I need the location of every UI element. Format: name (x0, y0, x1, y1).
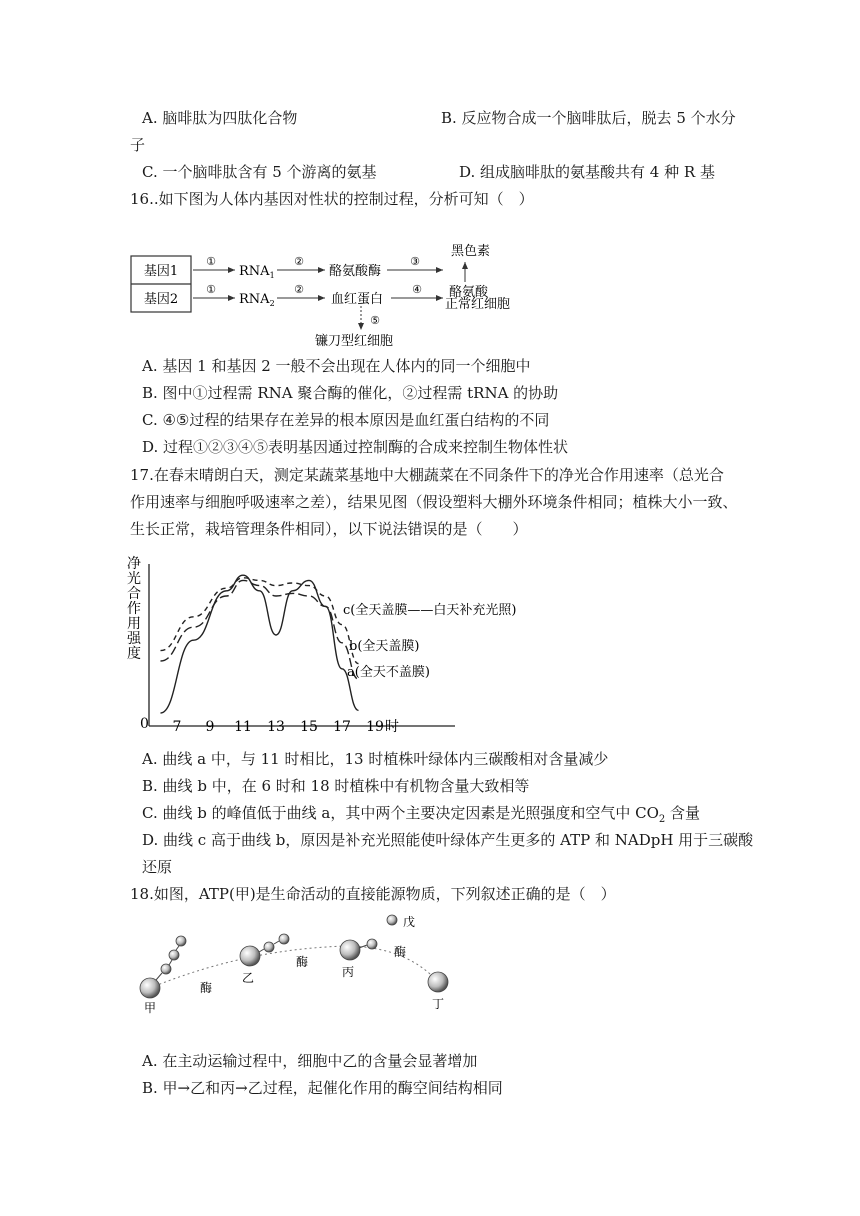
label-bing: 丙 (342, 965, 355, 979)
tyrosinase-label: 酪氨酸酶 (329, 264, 382, 279)
molecule-jia (140, 978, 160, 998)
series-label-a: a(全天不盖膜) (347, 665, 430, 680)
hemoglobin-label: 血红蛋白 (331, 292, 384, 307)
molecule-ding (428, 972, 448, 992)
step-2b-label: ② (294, 283, 304, 296)
enzyme-label-1: 酶 (200, 981, 213, 995)
chart-origin-label: 0 (140, 716, 149, 732)
chart-x-tick-15: 15 (300, 719, 318, 735)
chart-x-tick-19: 19 (366, 719, 384, 735)
q15-option-b-cont: 子 (130, 136, 146, 154)
chart-x-axis-label: 时 (385, 719, 399, 735)
q15-option-b: B. 反应物合成一个脑啡肽后，脱去 5 个水分 (441, 109, 736, 127)
label-jia: 甲 (144, 1001, 157, 1015)
label-ding: 丁 (432, 997, 445, 1011)
molecule-wu (387, 915, 397, 925)
step-4-label: ④ (412, 283, 422, 296)
q18-option-a: A. 在主动运输过程中，细胞中乙的含量会显著增加 (142, 1052, 478, 1070)
chart-x-tick-17: 17 (333, 719, 351, 735)
q15-option-d: D. 组成脑啡肽的氨基酸共有 4 种 R 基 (459, 163, 715, 181)
q16-option-c: C. ④⑤过程的结果存在差异的根本原因是血红蛋白结构的不同 (142, 411, 550, 429)
q17-option-c: C. 曲线 b 的峰值低于曲线 a，其中两个主要决定因素是光照强度和空气中 $CO_2$ 含量 (142, 804, 701, 825)
q18-option-b: B. 甲→乙和丙→乙过程，起催化作用的酶空间结构相同 (142, 1079, 503, 1097)
rna1-label: $RNA_1$ (239, 264, 275, 280)
q15-option-c: C. 一个脑啡肽含有 5 个游离的氨基 (142, 163, 377, 181)
series-line-a (161, 575, 359, 713)
step-1-label: ① (206, 255, 216, 268)
gene2-label: 基因2 (143, 292, 179, 307)
q17-stem-line2: 作用速率与细胞呼吸速率之差），结果见图（假设塑料大棚外环境条件相同；植株大小一致、 (130, 493, 738, 511)
step-3-label: ③ (410, 255, 420, 268)
atp-diagram (128, 910, 458, 1020)
q15-option-a: A. 脑啡肽为四肽化合物 (142, 109, 298, 127)
q16-option-a: A. 基因 1 和基因 2 一般不会出现在人体内的同一个细胞中 (142, 357, 531, 375)
q17-stem-line3: 生长正常，栽培管理条件相同），以下说法错误的是（ ） (130, 520, 528, 538)
tyrosine-label: 酪氨酸 (449, 285, 489, 300)
chart-x-tick-11: 11 (234, 719, 252, 735)
chart-x-tick-9: 9 (205, 719, 215, 735)
enzyme-label-2: 酶 (296, 955, 309, 969)
series-label-b: b(全天盖膜) (349, 639, 420, 654)
chart-x-tick-7: 7 (172, 719, 182, 735)
q17-stem-line1: 17.在春末晴朗白天，测定某蔬菜基地中大棚蔬菜在不同条件下的净光合作用速率（总光合 (130, 466, 724, 484)
label-wu: 戊 (403, 915, 416, 929)
q16-option-d: D. 过程①②③④⑤表明基因通过控制酶的合成来控制生物体性状 (142, 438, 569, 456)
sickle-rbc-label: 镰刀型红细胞 (315, 334, 394, 349)
step-2-label: ② (294, 255, 304, 268)
gene1-label: 基因1 (143, 264, 179, 279)
gene-control-diagram (125, 238, 525, 350)
rna2-label: $RNA_2$ (239, 292, 275, 308)
q17-option-a: A. 曲线 a 中，与 11 时相比，13 时植株叶绿体内三碳酸相对含量减少 (142, 750, 609, 768)
q16-stem: 16..如下图为人体内基因对性状的控制过程，分析可知（ ） (130, 190, 534, 208)
melanin-label: 黑色素 (451, 244, 491, 259)
chart-x-tick-13: 13 (267, 719, 285, 735)
chart-y-axis-label: 净光合作用强度 (127, 556, 141, 662)
q16-option-b: B. 图中①过程需 RNA 聚合酶的催化，②过程需 tRNA 的协助 (142, 384, 559, 402)
molecule-bing (340, 940, 360, 960)
q18-stem: 18.如图，ATP(甲)是生命活动的直接能源物质，下列叙述正确的是（ ） (130, 885, 616, 903)
q17-option-d-cont: 还原 (142, 858, 173, 876)
q17-option-d: D. 曲线 c 高于曲线 b，原因是补充光照能使叶绿体产生更多的 ATP 和 NADpH 用于三碳酸 (142, 831, 754, 849)
series-label-c: c(全天盖膜——白天补充光照) (343, 603, 517, 618)
normal-rbc-label: 正常红细胞 (445, 297, 511, 312)
enzyme-label-3: 酶 (394, 945, 407, 959)
photosynthesis-chart (125, 550, 525, 740)
step-5-label: ⑤ (370, 314, 380, 327)
molecule-yi (240, 946, 260, 966)
step-1b-label: ① (206, 283, 216, 296)
label-yi: 乙 (242, 971, 255, 985)
q17-option-b: B. 曲线 b 中，在 6 时和 18 时植株中有机物含量大致相等 (142, 777, 530, 795)
series-line-b (161, 580, 359, 679)
